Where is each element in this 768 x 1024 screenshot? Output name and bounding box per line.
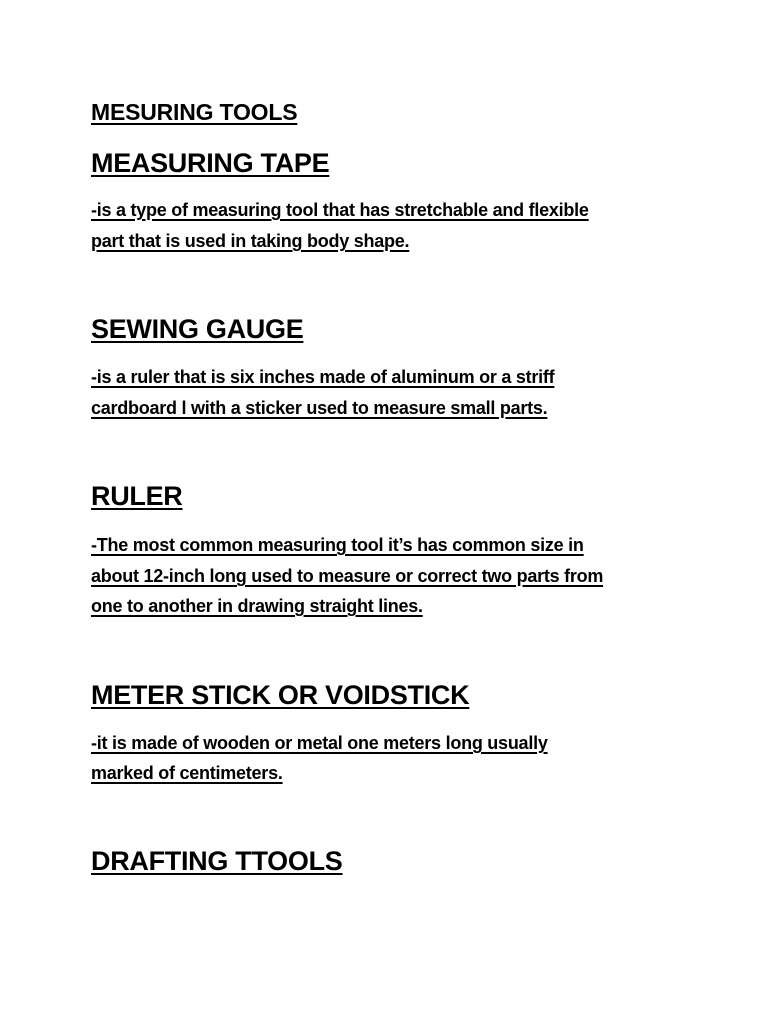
document-title: MESURING TOOLS — [91, 99, 298, 125]
section-text-line: cardboard l with a sticker used to measure small parts. — [91, 398, 548, 418]
section-text-line: marked of centimeters. — [91, 763, 283, 783]
section-heading-ruler: RULER — [91, 481, 183, 511]
section-heading-sewing-gauge: SEWING GAUGE — [91, 314, 304, 344]
section-heading-drafting-tools: DRAFTING TTOOLS — [91, 846, 343, 876]
section-text-line: part that is used in taking body shape. — [91, 231, 410, 251]
section-heading-meter-stick: METER STICK OR VOIDSTICK — [91, 680, 470, 710]
section-text-line: -it is made of wooden or metal one meters long usually — [91, 733, 548, 753]
section-text-line: -The most common measuring tool it’s has common size in — [91, 535, 584, 555]
section-text-line: about 12-inch long used to measure or correct two parts from — [91, 566, 604, 586]
section-text-line: one to another in drawing straight lines. — [91, 596, 423, 616]
section-text-line: -is a ruler that is six inches made of aluminum or a striff — [91, 367, 555, 387]
section-text-line: -is a type of measuring tool that has stretchable and flexible — [91, 200, 589, 220]
section-heading-measuring-tape: MEASURING TAPE — [91, 148, 330, 178]
